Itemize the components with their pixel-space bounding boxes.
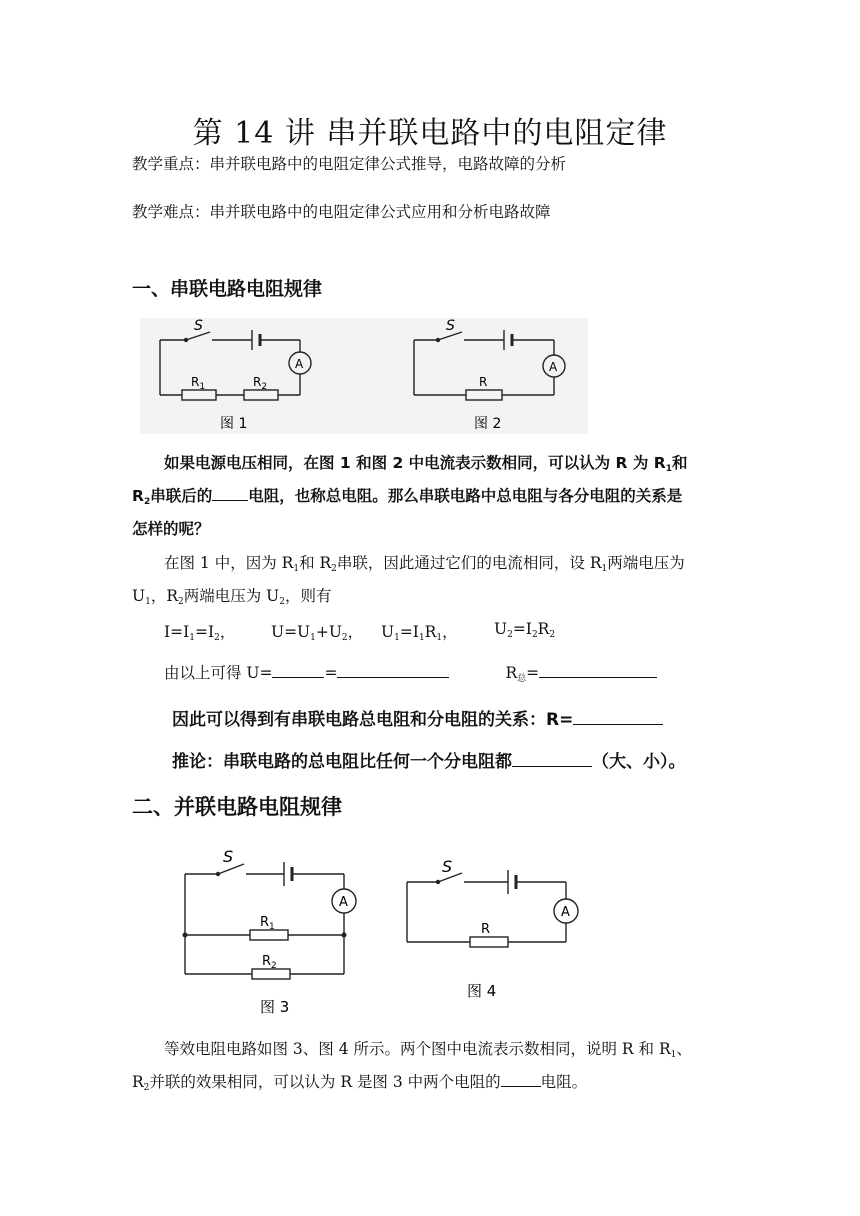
intro-line-1: 如果电源电压相同，在图 1 和图 2 中电流表示数相同，可以认为 R 为 $R_1$和 — [164, 454, 688, 474]
switch-label: S — [446, 318, 455, 334]
parallel-line-1: 等效电阻电路如图 3、图 4 所示。两个图中电流表示数相同，说明 R 和 $R_1$、 — [164, 1040, 692, 1060]
teaching-focus: 教学重点：串并联电路中的电阻定律公式推导，电路故障的分析 — [132, 155, 567, 173]
blank-corollary[interactable] — [512, 750, 592, 767]
ammeter-label: A — [561, 905, 570, 920]
ammeter-label: A — [549, 360, 558, 374]
ammeter-label: A — [339, 895, 348, 910]
derivation-line: 由以上可得 $U= = R_总=$ — [164, 661, 657, 684]
resistor-r2-label: $R_2$ — [262, 954, 277, 971]
figure-2-caption: 图 2 — [474, 416, 502, 432]
intro-line-3: 怎样的呢？ — [132, 520, 210, 538]
figure-1-caption: 图 1 — [220, 416, 248, 432]
circuit-figure-3 — [168, 838, 378, 1024]
equation-voltage: $U=U_1+U_2$， — [271, 623, 364, 643]
analysis-line-1: 在图 1 中，因为 $R_1$和 $R_2$串联，因此通过它们的电流相同，设 $R_1$两端电压为 — [164, 554, 685, 574]
blank-relation[interactable] — [573, 708, 663, 725]
circuit-figure-1 — [140, 312, 340, 438]
ammeter-label: A — [295, 357, 304, 371]
equation-u2: $U_2=I_2R_2$ — [494, 620, 556, 640]
resistor-r1-label: $R_1$ — [260, 915, 275, 932]
resistor-r-label: R — [479, 375, 488, 389]
resistor-r-label: R — [481, 922, 491, 937]
analysis-line-2: $U_1$，$R_2$两端电压为 $U_2$，则有 — [132, 587, 332, 607]
figure-4-caption: 图 4 — [467, 982, 497, 1000]
teaching-difficulty: 教学难点：串并联电路中的电阻定律公式应用和分析电路故障 — [132, 203, 551, 221]
blank-u-1[interactable] — [272, 663, 324, 678]
resistor-r1-label: $R_1$ — [191, 375, 206, 392]
parallel-line-2: $R_2$并联的效果相同，可以认为 R 是图 3 中两个电阻的 电阻。 — [132, 1073, 588, 1093]
blank-equivalent[interactable] — [212, 486, 248, 501]
switch-label: S — [442, 857, 453, 876]
section1-heading: 一、串联电路电阻规律 — [132, 278, 323, 300]
series-corollary: 推论：串联电路的总电阻比任何一个分电阻都 （大、小）。 — [172, 752, 686, 772]
resistor-r2-label: $R_2$ — [253, 375, 268, 392]
circuit-figure-4 — [390, 846, 590, 1006]
switch-label: S — [194, 318, 203, 334]
section2-heading: 二、并联电路电阻规律 — [132, 795, 342, 819]
equation-current: $I=I_1=I_2$， — [164, 623, 236, 643]
figure-3-caption: 图 3 — [260, 998, 290, 1016]
blank-r-total[interactable] — [539, 663, 657, 678]
switch-label: S — [223, 847, 234, 866]
blank-u-2[interactable] — [337, 663, 449, 678]
page-title: 第 14 讲 串并联电路中的电阻定律 — [192, 116, 668, 151]
blank-parallel-equivalent[interactable] — [501, 1072, 541, 1087]
circuit-figure-2 — [392, 312, 592, 438]
equation-u1: $U_1=I_1R_1$， — [381, 623, 458, 643]
intro-line-2: $R_2$串联后的 电阻，也称总电阻。那么串联电路中总电阻与各分电阻的关系是 — [132, 487, 683, 507]
series-relation: 因此可以得到有串联电路总电阻和分电阻的关系：R= — [172, 705, 663, 730]
